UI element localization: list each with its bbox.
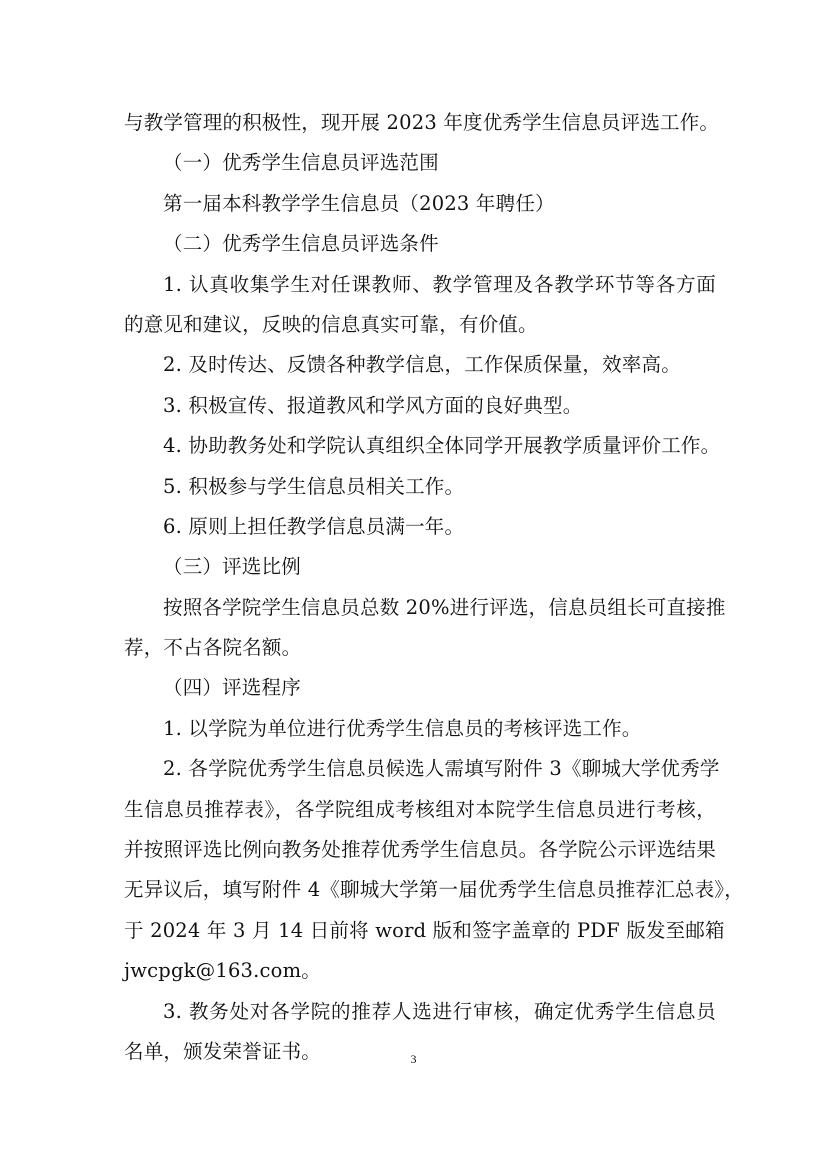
- list-item-line: 2. 各学院优秀学生信息员候选人需填写附件 3《聊城大学优秀学: [163, 757, 720, 781]
- list-item-line: 6. 原则上担任教学信息员满一年。: [163, 514, 465, 538]
- email-address: jwcpgk@163.com。: [124, 959, 322, 983]
- list-item-line: 3. 教务处对各学院的推荐人选进行审核，确定优秀学生信息员: [163, 999, 716, 1023]
- document-body: [124, 103, 744, 1072]
- paragraph-line: 与教学管理的积极性，现开展 2023 年度优秀学生信息员评选工作。: [124, 111, 720, 134]
- section-heading-procedure: （四）评选程序: [163, 676, 301, 700]
- list-item-line: 4. 协助教务处和学院认真组织全体同学开展教学质量评价工作。: [163, 434, 721, 458]
- list-item-line: 3. 积极宣传、报道教风和学风方面的良好典型。: [163, 393, 583, 417]
- paragraph-line: 荐，不占各院名额。: [124, 636, 302, 660]
- section-heading-ratio: （三）评选比例: [163, 555, 301, 579]
- list-item-line: 生信息员推荐表》，各学院组成考核组对本院学生信息员进行考核，: [124, 797, 716, 821]
- list-item-line: 无异议后，填写附件 4《聊城大学第一届优秀学生信息员推荐汇总表》，: [124, 878, 744, 902]
- list-item-line: 于 2024 年 3 月 14 日前将 word 版和签字盖章的 PDF 版发至邮箱: [124, 918, 725, 942]
- section-heading-conditions: （二）优秀学生信息员评选条件: [163, 232, 439, 256]
- list-item-line: 名单，颁发荣誉证书。: [124, 1039, 322, 1063]
- list-item-line: 1. 认真收集学生对任课教师、教学管理及各教学环节等各方面: [163, 272, 716, 296]
- page-number: 3: [410, 1052, 417, 1066]
- section-heading-scope: （一）优秀学生信息员评选范围: [163, 151, 439, 175]
- list-item-line: 1. 以学院为单位进行优秀学生信息员的考核评选工作。: [163, 716, 642, 740]
- paragraph-line: 第一届本科教学学生信息员（2023 年聘任）: [163, 191, 555, 215]
- list-item-line: 并按照评选比例向教务处推荐优秀学生信息员。各学院公示评选结果: [124, 838, 716, 862]
- list-item-line: 的意见和建议，反映的信息真实可靠，有价值。: [124, 312, 538, 336]
- list-item-line: 5. 积极参与学生信息员相关工作。: [163, 474, 465, 498]
- paragraph-line: 按照各学院学生信息员总数 20%进行评选，信息员组长可直接推: [163, 595, 726, 619]
- list-item-line: 2. 及时传达、反馈各种教学信息，工作保质保量，效率高。: [163, 353, 681, 377]
